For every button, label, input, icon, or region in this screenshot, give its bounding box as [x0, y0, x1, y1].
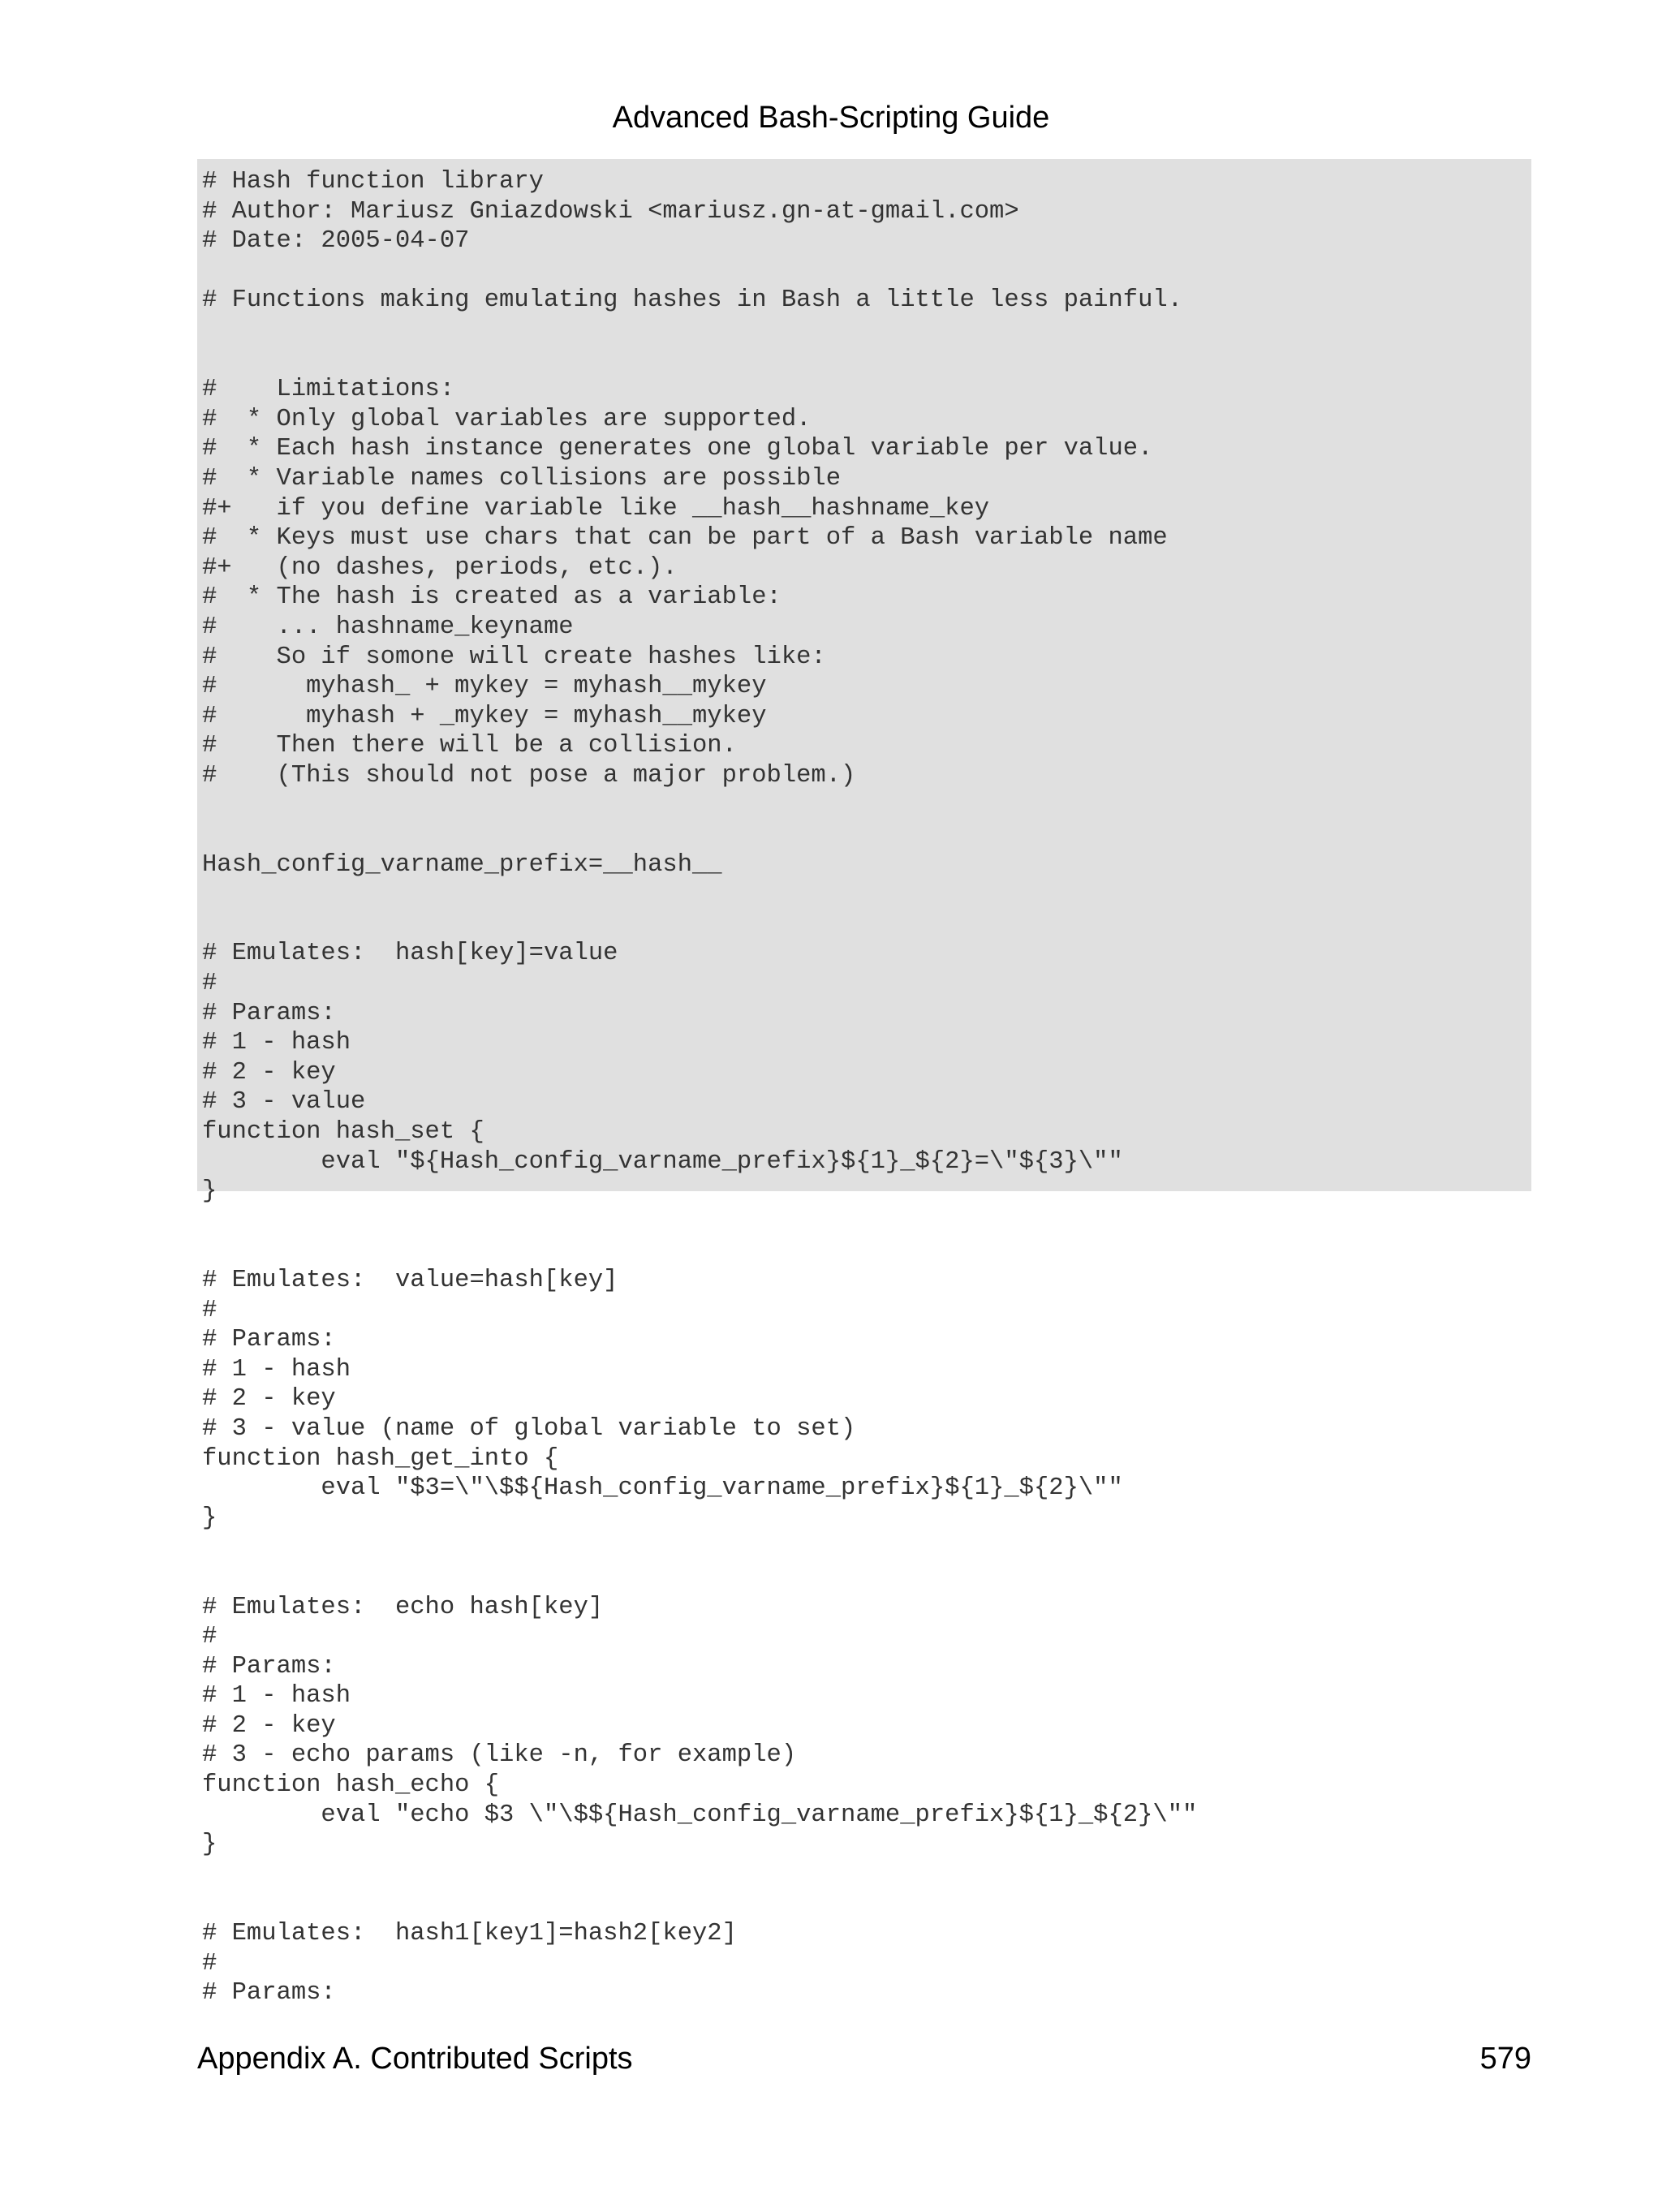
code-line: function hash_set { — [202, 1118, 484, 1146]
code-line: # Params: — [202, 1326, 336, 1354]
code-line: # Emulates: hash[key]=value — [202, 940, 618, 968]
code-line: # 3 - value — [202, 1088, 366, 1117]
code-line — [202, 346, 1531, 376]
code-line: # * The hash is created as a variable: — [202, 583, 781, 612]
code-line: # Author: Mariusz Gniazdowski <mariusz.gn-at-gmail.com> — [202, 197, 1019, 226]
code-line — [202, 880, 1531, 910]
code-line: # So if somone will create hashes like: — [202, 643, 826, 671]
footer-section-title: Appendix A. Contributed Scripts — [197, 2042, 633, 2076]
code-line: # myhash + _mykey = myhash__mykey — [202, 702, 767, 730]
code-line: # Date: 2005-04-07 — [202, 227, 470, 256]
code-line: } — [202, 1504, 217, 1532]
code-line: # — [202, 970, 217, 998]
code-line: # 1 - hash — [202, 1029, 351, 1057]
code-line — [202, 1236, 1531, 1266]
code-line: # Params: — [202, 1979, 336, 2008]
code-line: # myhash_ + mykey = myhash__mykey — [202, 673, 767, 701]
code-line: # 3 - echo params (like -n, for example) — [202, 1741, 797, 1770]
code-line — [202, 256, 1531, 286]
code-line: # 2 - key — [202, 1385, 336, 1414]
code-line — [202, 316, 1531, 346]
code-line: #+ (no dashes, periods, etc.). — [202, 553, 678, 582]
code-line: Hash_config_varname_prefix=__hash__ — [202, 850, 722, 879]
code-line — [202, 790, 1531, 820]
code-line: # * Variable names collisions are possible — [202, 464, 842, 493]
code-line — [202, 1207, 1531, 1237]
code-line: # 1 - hash — [202, 1682, 351, 1711]
code-line — [202, 910, 1531, 940]
code-line — [202, 1889, 1531, 1919]
code-line: # 2 - key — [202, 1711, 336, 1740]
code-line: # 3 - value (name of global variable to set) — [202, 1414, 856, 1443]
code-line: # Emulates: value=hash[key] — [202, 1266, 618, 1294]
code-line: } — [202, 1831, 217, 1859]
code-line — [202, 1533, 1531, 1563]
code-line: # (This should not pose a major problem.) — [202, 761, 856, 790]
code-line: function hash_echo { — [202, 1771, 500, 1800]
code-line — [202, 820, 1531, 850]
code-line: # — [202, 1296, 217, 1324]
code-line: # * Only global variables are supported. — [202, 405, 812, 433]
code-line: # * Keys must use chars that can be part of a Bash variable name — [202, 524, 1168, 553]
code-line: function hash_get_into { — [202, 1444, 559, 1473]
page-number: 579 — [1479, 2042, 1531, 2076]
code-line: # — [202, 1623, 217, 1651]
page-header: Advanced Bash-Scripting Guide — [612, 101, 1050, 135]
code-line: # Params: — [202, 1652, 336, 1681]
code-line: # 1 - hash — [202, 1355, 351, 1384]
code-line: eval "${Hash_config_varname_prefix}${1}_${2}=\"${3}\"" — [202, 1147, 1123, 1176]
code-line: eval "echo $3 \"\$${Hash_config_varname_prefix}${1}_${2}\"" — [202, 1801, 1198, 1829]
code-line: #+ if you define variable like __hash__hashname_key — [202, 494, 990, 523]
code-line: # Emulates: hash1[key1]=hash2[key2] — [202, 1920, 737, 1948]
code-line — [202, 1860, 1531, 1890]
code-line: # Functions making emulating hashes in Bash a little less painful. — [202, 286, 1182, 315]
code-line: # ... hashname_keyname — [202, 613, 574, 641]
code-line: # — [202, 1949, 217, 1977]
code-line: # 2 - key — [202, 1058, 336, 1087]
page-footer — [197, 2038, 1531, 2079]
code-listing — [197, 159, 1531, 2008]
code-line: # Params: — [202, 999, 336, 1027]
code-line — [202, 1563, 1531, 1593]
code-line: eval "$3=\"\$${Hash_config_varname_prefix}${1}_${2}\"" — [202, 1474, 1123, 1503]
code-line: # Emulates: echo hash[key] — [202, 1593, 604, 1621]
code-line: # Limitations: — [202, 376, 455, 404]
code-line: # Hash function library — [202, 168, 544, 196]
code-line: } — [202, 1177, 217, 1206]
code-line: # Then there will be a collision. — [202, 732, 737, 760]
code-line: # * Each hash instance generates one global variable per value. — [202, 435, 1153, 463]
